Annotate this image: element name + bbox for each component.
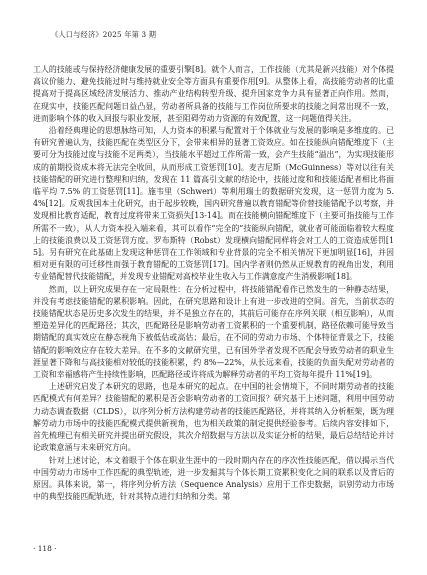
- running-header: 《人口与经济》2025 年第 3 期: [51, 30, 157, 39]
- body-text: [33, 64, 394, 503]
- paragraph-3: 然而，以上研究成果存在一定局限性：在分析过程中，将技能错配看作已然发生的一种静态结果，并没有考虑技能错配的累积影响。因此，在研究思路和设计上有进一步改进的空间。首先，当前状态的技能错配状态是历史多次发生的结果，并不是独立存在的，其前后可能存在序列关联（相互影响），从而塑造差异化的匹配路径；其次，匹配路径是影响劳动者工资累积的一个重要机制，路径依赖可能导致当期错配的真实效应在静态视角下被低估或高估；最后，在不同的劳动力市场、个体特征背景之下，技能错配的影响效应存在较大差异。在不多的文献研究里，已有国外学者发现不匹配会导致劳动者的职业生涯显著下降和与高技能相对较低的技能积累，约 8%—22%，从长远来看，技能的负面失配对劳动者的工资和幸福感将产生持续性影响，匹配路径或许将成为解释劳动者的平均工资每年提升 11%[19]。: [33, 284, 394, 380]
- paragraph-4: 上述研究启发了本研究的思路，也是本研究的起点。在中国的社会情境下，不同时期劳动者的技能匹配模式有何差异？技能错配的累积是否会影响劳动者的工资回报？研究基于上述问题，利用中国劳动力动态调查数据（CLDS），以序列分析方法构建劳动者的技能匹配路径，并将其纳入分析框架，既为理解劳动力市场中的技能匹配模式提供新视角，也为相关政策的制定提供经验参考。后续内容安排如下，首先梳理已有相关研究并提出研究假设，其次介绍数据与方法以及实证分析的结果，最后总结结论并讨论政策意涵与未来研究方向。: [33, 382, 394, 453]
- paragraph-5: 针对上述讨论，本文着眼于个体在职业生涯中的一段时期内存在的序次性技能匹配，借以揭示当代中国劳动力市场中工作匹配的典型轨迹，进一步发掘其与个体长期工资累积变化之间的联系以及背后的原因。具体来说，第一，将序列分析方法（Sequence Analysis）应用于工作史数据，识别劳动力市场中的典型技能匹配轨迹，针对其特点进行归纳和分类。第: [33, 455, 394, 502]
- paragraph-1: 工人的技能或与保持经济健康发展的重要引擎[8]。就个人而言，工作技能（尤其是新兴技能）对个体提高议价能力、避免技能过时与维持就业安全等方面具有重要作用[9]。从整体上看，高技能劳动者的比重提高对于提高区域经济发展活力、推动产业结构转型升级、提升国家竞争力具有显著正向作用。然而，在现实中，技能匹配问题日益凸显，劳动者所具备的技能与工作岗位所要求的技能之间常出现不一致，进而影响个体的收入回报与职业发展，甚至阻碍劳动力资源的有效配置，这一问题值得关注。: [33, 65, 394, 123]
- paragraph-2: 沿着经典理论的思想脉络可知，人力资本的积累与配置对于个体就业与发展的影响是多维度的。已有研究普遍认为，技能匹配在类型区分下，会带来相异的显著工资效应。如在技能纵向错配维度下（主要可分为技能过度与技能不足两类），当技能水平超过工作所需一致，会产生技能“溢出”，为实现技能形成的前期投资成本将无法完全收回，从而形成工资惩罚[10]。麦吉尼斯（McGuinness）等对以往有关技能错配的研究进行整理和归纳，发现在 11 篇高引文献的结论中，技能过度和和技能适配者相比将面临平均 7.5% 的工资惩罚[11]。施韦里（Schweri）等利用瑞士的数据研究发现，这一惩罚力度为 5.4%[12]。反观我国本土化研究，由于起步较晚，国内研究普遍以教育错配等价替技能错配予以考察，并发现相比教育适配，教育过度将带来工资损失[13-14]。而在技能横向错配维度下（主要可指技能与工作所需不一致），从人力资本投入端来看，其可以看作“完全的”技能纵向错配，就业者可能面临着较大程度上的技能浪费以及工资惩罚方度。罗布斯特（Robst）发现横向错配同样将会对工人的工资造成惩罚[15]。另有研究在此基础上发现这种惩罚在工作领域和专业背景的完全不相关情况下更加明显[16]，并因相对更有限的可迁移性而强于教育错配的工资惩罚[17]。国内学者则仍然从正规教育的视角出发，利用专业错配替代技能错配，并发现专业错配对高校毕业生收入与工作满意度产生消极影响[18]。: [33, 126, 394, 282]
- page-number: · 118 ·: [33, 544, 57, 553]
